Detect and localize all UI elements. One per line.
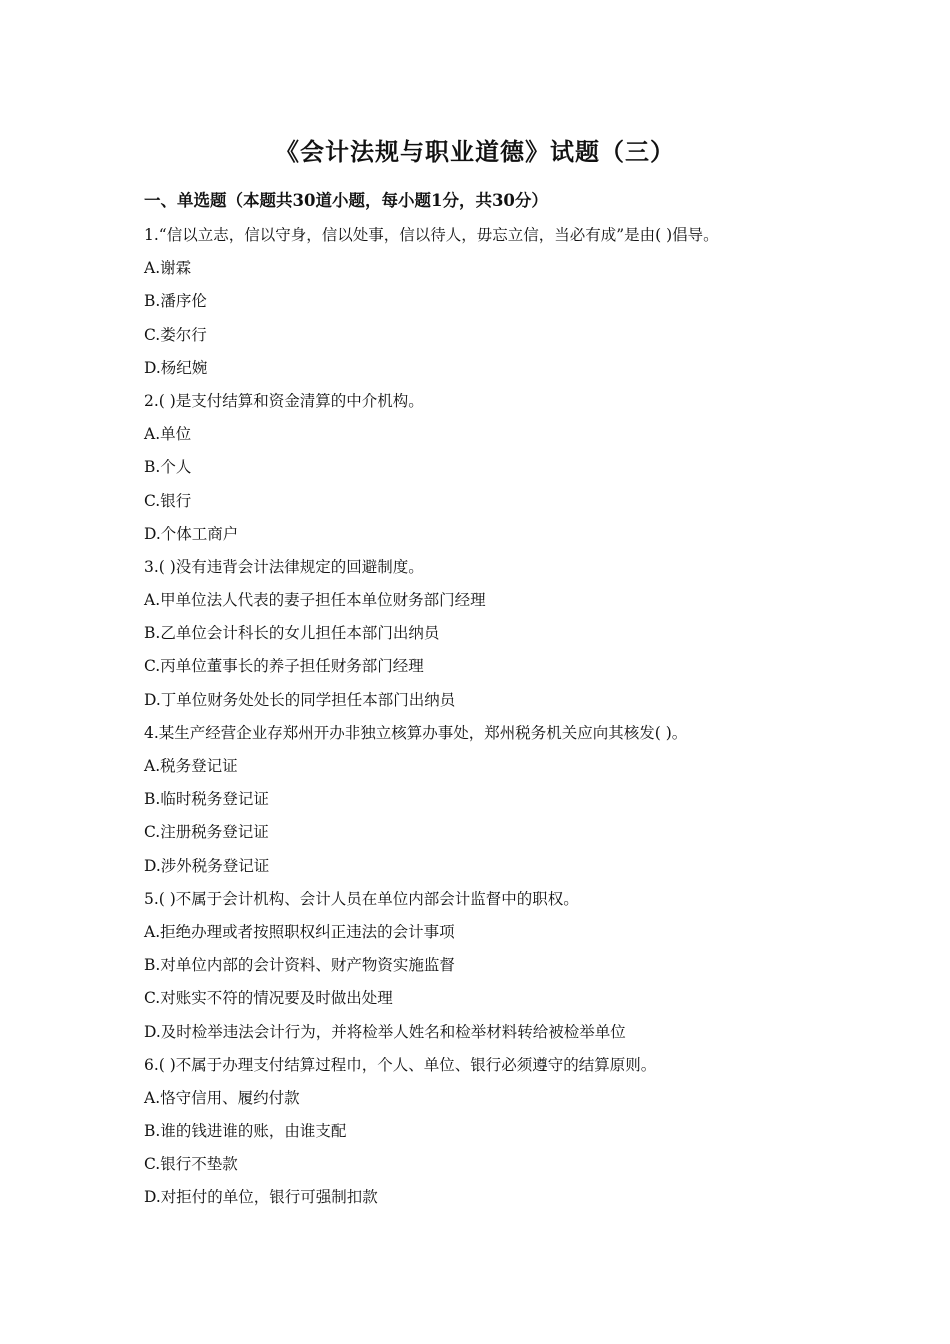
option-5a: A.拒绝办理或者按照职权纠正违法的会计事项 — [144, 922, 455, 941]
option-2d: D.个体工商户 — [144, 524, 239, 543]
option-4b: B.临时税务登记证 — [144, 790, 269, 809]
option-6c: C.银行不垫款 — [144, 1155, 238, 1174]
option-6d: D.对拒付的单位，银行可强制扣款 — [144, 1188, 378, 1207]
option-3a: A.甲单位法人代表的妻子担任本单位财务部门经理 — [144, 591, 486, 610]
option-1b: B.潘序伦 — [144, 292, 207, 311]
option-1c: C.娄尔行 — [144, 325, 207, 344]
option-3d: D.丁单位财务处处长的同学担任本部门出纳员 — [144, 690, 456, 709]
question-stem-3: 3.( )没有违背会计法律规定的回避制度。 — [144, 557, 424, 576]
section-title: 一、单选题（本题共30道小题，每小题1分，共30分） — [144, 191, 548, 210]
option-1d: D.杨纪婉 — [144, 358, 208, 377]
option-2a: A.单位 — [144, 425, 192, 444]
option-4a: A.税务登记证 — [144, 757, 238, 775]
option-5d: D.及时检举违法会计行为，并将检举人姓名和检举材料转给被检举单位 — [144, 1022, 626, 1041]
document-title: 《会计法规与职业道德》试题（三） — [275, 137, 675, 166]
option-5c: C.对账实不符的情况要及时做出处理 — [144, 989, 393, 1008]
option-4d: D.涉外税务登记证 — [144, 856, 270, 875]
question-stem-6: 6.( )不属于办理支付结算过程巾，个人、单位、银行必须遵守的结算原则。 — [144, 1055, 657, 1074]
option-3c: C.丙单位董事长的养子担任财务部门经理 — [144, 657, 424, 676]
option-5b: B.对单位内部的会计资料、财产物资实施监督 — [144, 956, 455, 975]
option-3b: B.乙单位会计科长的女儿担任本部门出纳员 — [144, 624, 440, 643]
option-1a: A.谢霖 — [144, 259, 192, 278]
question-stem-2: 2.( )是支付结算和资金清算的中介机构。 — [144, 391, 424, 410]
option-6b: B.谁的钱进谁的账，由谁支配 — [144, 1122, 347, 1141]
option-6a: A.恪守信用、履约付款 — [144, 1088, 300, 1107]
question-stem-5: 5.( )不属于会计机构、会计人员在单位内部会计监督中的职权。 — [144, 889, 579, 908]
option-2c: C.银行 — [144, 491, 192, 510]
option-4c: C.注册税务登记证 — [144, 823, 269, 842]
question-stem-1: 1.“信以立志，信以守身，信以处事，信以待人，毋忘立信，当必有成”是由( )倡导。 — [144, 226, 719, 244]
option-2b: B.个人 — [144, 458, 192, 477]
question-list — [144, 222, 844, 1218]
question-stem-4: 4.某生产经营企业存郑州开办非独立核算办事处，郑州税务机关应向其核发( )。 — [144, 723, 688, 742]
